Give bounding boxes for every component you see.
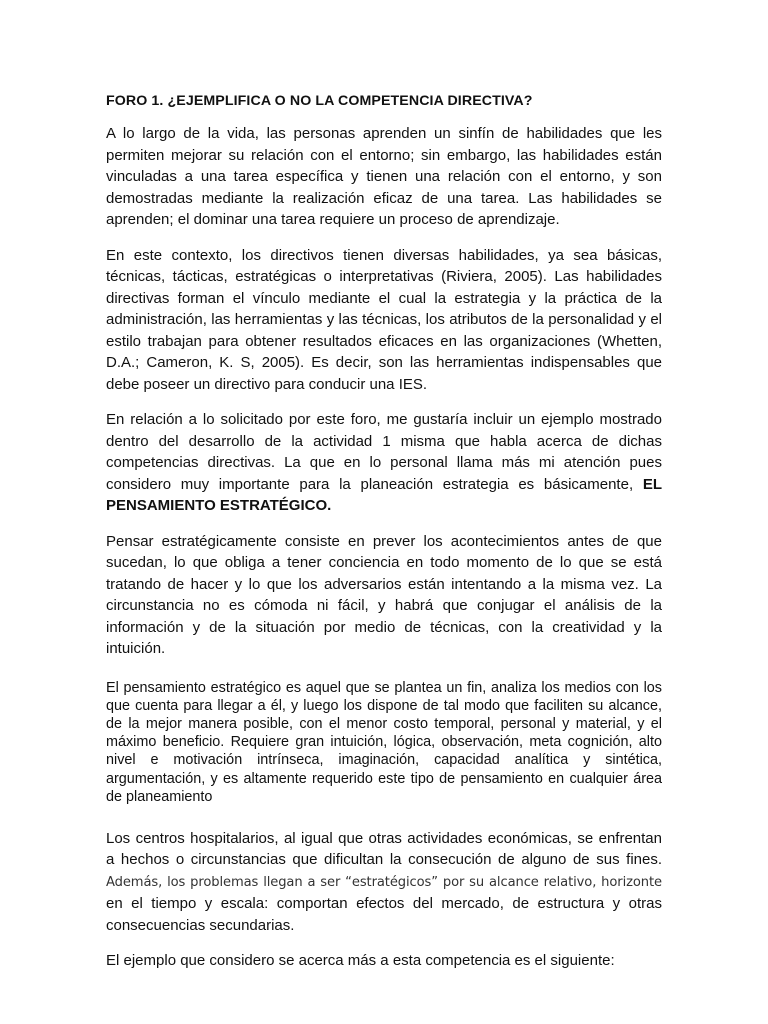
paragraph-habilidades: A lo largo de la vida, las personas aprenden un sinfín de habilidades que les permiten mejorar su relación con el entorno; sin embargo, las habilidades están vinculadas a una tarea específica y tienen una relación con el entorno, y son demostradas mediante la realización eficaz de una tarea. Las habilidades se aprenden; el dominar una tarea requiere un proceso de aprendizaje. <box>106 125 662 228</box>
paragraph-centros-hospitalarios-c: en el tiempo y escala: comportan efectos del mercado, de estructura y otras consecuencias secundarias. <box>106 895 662 934</box>
paragraph-ejemplo-intro: El ejemplo que considero se acerca más a esta competencia es el siguiente: <box>106 952 615 970</box>
paragraph-pensar-estrategicamente: Pensar estratégicamente consiste en prever los acontecimientos antes de que sucedan, lo que obliga a tener conciencia en todo momento de lo que se está tratando de hacer y lo que los adversarios están intentando a la misma vez. La circunstancia no es cómoda ni fácil, y habrá que conjugar el análisis de la información y de la situación por medio de técnicas, con la creatividad y la intuición. <box>106 532 662 657</box>
paragraph-relacion-foro <box>106 409 662 517</box>
paragraph-centros-hospitalarios-b: Además, los problemas llegan a ser “estratégicos” por su alcance relativo, horizonte <box>106 874 662 890</box>
paragraph-relacion-foro-text: En relación a lo solicitado por este foro, me gustaría incluir un ejemplo mostrado dentro del desarrollo de la actividad 1 misma que habla acerca de dichas competencias directivas. La que en lo personal llama más mi atención pues considero muy importante para la planeación estrategia es básicamente, <box>106 411 662 493</box>
pensamiento-estrategico-emphasis: EL PENSAMIENTO ESTRATÉGICO. <box>106 475 662 514</box>
paragraph-centros-hospitalarios-a: Los centros hospitalarios, al igual que otras actividades económicas, se enfrentan a hechos o circunstancias que dificultan la consecución de alguno de sus fines. <box>106 829 662 869</box>
document-title: FORO 1. ¿EJEMPLIFICA O NO LA COMPETENCIA DIRECTIVA? <box>106 93 533 109</box>
paragraph-contexto-directivos: En este contexto, los directivos tienen diversas habilidades, ya sea básicas, técnicas, tácticas, estratégicas o interpretativas (Riviera, 2005). Las habilidades directivas forman el vínculo mediante el cual la estrategia y la práctica de la administración, las herramientas y las técnicas, los atributos de la personalidad y el estilo trabajan para obtener resultados eficaces en las organizaciones (Whetten, D.A.; Cameron, K. S, 2005). Es decir, son las herramientas indispensables que debe poseer un directivo para conducir una IES. <box>106 246 662 393</box>
paragraph-centros-hospitalarios <box>106 828 662 937</box>
paragraph-pensamiento-definicion: El pensamiento estratégico es aquel que se plantea un fin, analiza los medios con los que cuenta para llegar a él, y luego los dispone de tal modo que faciliten su alcance, de la mejor manera posible, con el menor costo temporal, personal y material, y el máximo beneficio. Requiere gran intuición, lógica, observación, meta cognición, alto nivel e motivación intrínseca, imaginación, capacidad analítica y sintética, argumentación, y es altamente requerido este tipo de pensamiento en cualquier área de planeamiento <box>106 679 662 805</box>
